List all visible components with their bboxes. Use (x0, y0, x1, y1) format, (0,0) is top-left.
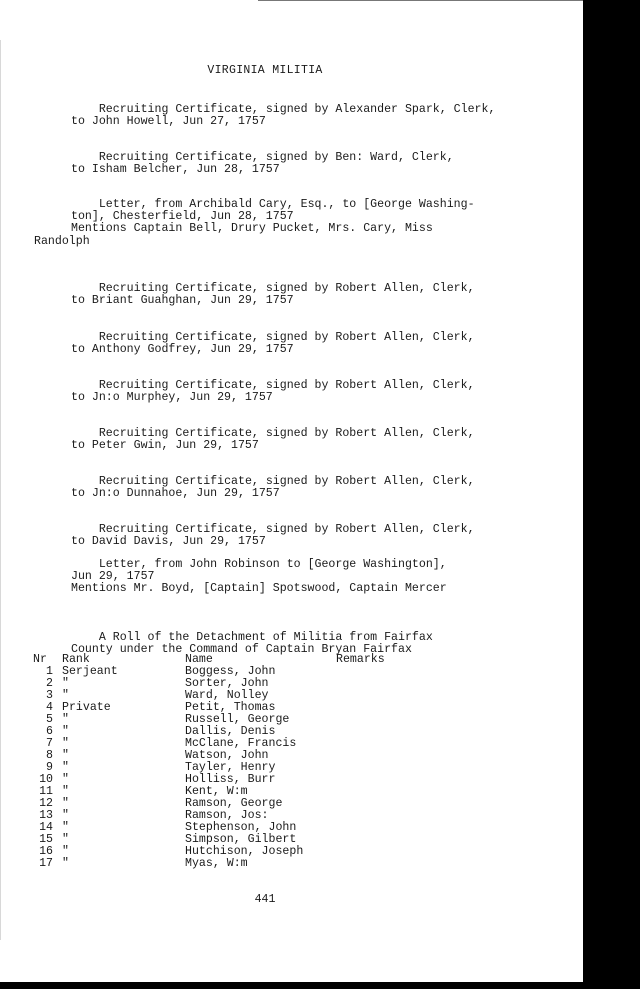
cell-rank: " (62, 677, 69, 690)
cell-name: Watson, John (185, 749, 269, 762)
entry-8: Recruiting Certificate, signed by Robert Allen, Clerk, to Jn:o Dunnahoe, Jun 29, 1757 (71, 474, 475, 500)
cell-nr: 6 (46, 725, 53, 738)
cell-nr: 7 (46, 737, 53, 750)
cell-name: Russell, George (185, 713, 290, 726)
entry-9: Recruiting Certificate, signed by Robert Allen, Clerk, to David Davis, Jun 29, 1757 (71, 522, 475, 548)
header-name: Name (185, 653, 213, 666)
cell-rank: " (62, 797, 69, 810)
cell-nr: 3 (46, 689, 53, 702)
cell-name: Myas, W:m (185, 857, 248, 870)
entry-10: Letter, from John Robinson to [George Washington], Jun 29, 1757 (71, 557, 447, 583)
scan-border-right (583, 0, 640, 989)
entry-5: Recruiting Certificate, signed by Robert Allen, Clerk, to Anthony Godfrey, Jun 29, 1757 (71, 330, 475, 356)
scan-border-bottom (0, 982, 640, 989)
cell-name: McClane, Francis (185, 737, 297, 750)
cell-rank: " (62, 761, 69, 774)
cell-remarks (336, 834, 416, 846)
cell-nr: 5 (46, 713, 53, 726)
cell-nr: 2 (46, 677, 53, 690)
mention-2: Mentions Mr. Boyd, [Captain] Spotswood, Captain Mercer (71, 582, 447, 595)
entry-4: Recruiting Certificate, signed by Robert Allen, Clerk, to Briant Guahghan, Jun 29, 1757 (71, 281, 475, 307)
cell-name: Ramson, Jos: (185, 809, 269, 822)
cell-remarks (336, 714, 416, 726)
header-remarks: Remarks (336, 653, 385, 666)
cell-nr: 9 (46, 761, 53, 774)
cell-rank: Serjeant (62, 665, 118, 678)
militia-roll-table (33, 654, 416, 870)
cell-name: Hutchison, Joseph (185, 845, 304, 858)
cell-name: Kent, W:m (185, 785, 248, 798)
cell-nr: 12 (39, 797, 53, 810)
cell-name: Ward, Nolley (185, 689, 269, 702)
cell-remarks (336, 726, 416, 738)
cell-rank: " (62, 725, 69, 738)
cell-nr: 1 (46, 665, 53, 678)
cell-name: Simpson, Gilbert (185, 833, 297, 846)
cell-name: Sorter, John (185, 677, 269, 690)
cell-name: Dallis, Denis (185, 725, 276, 738)
page-title: VIRGINIA MILITIA (207, 64, 323, 77)
cell-rank: " (62, 749, 69, 762)
cell-nr: 11 (39, 785, 53, 798)
entry-roll-heading: A Roll of the Detachment of Militia from Fairfax County under the Command of Captain Bryan Fairfax (71, 630, 433, 656)
cell-nr: 13 (39, 809, 53, 822)
header-rank: Rank (62, 653, 90, 666)
entry-3: Letter, from Archibald Cary, Esq., to [George Washing- ton], Chesterfield, Jun 28, 1757 (71, 197, 475, 223)
cell-remarks (336, 762, 416, 774)
page-number: 441 (254, 893, 276, 906)
cell-name: Boggess, John (185, 665, 276, 678)
cell-rank: " (62, 773, 69, 786)
header-nr: Nr (33, 653, 47, 666)
cell-rank: Private (62, 701, 111, 714)
cell-remarks (336, 702, 416, 714)
cell-remarks (336, 822, 416, 834)
cell-name: Petit, Thomas (185, 701, 276, 714)
entry-7: Recruiting Certificate, signed by Robert Allen, Clerk, to Peter Gwin, Jun 29, 1757 (71, 426, 475, 452)
cell-remarks (336, 750, 416, 762)
cell-remarks (336, 798, 416, 810)
cell-nr: 4 (46, 701, 53, 714)
cell-remarks (336, 666, 416, 678)
cell-rank: " (62, 857, 69, 870)
cell-remarks (336, 678, 416, 690)
cell-nr: 10 (39, 773, 53, 786)
cell-remarks (336, 690, 416, 702)
cell-nr: 14 (39, 821, 53, 834)
cell-remarks (336, 810, 416, 822)
entry-1: Recruiting Certificate, signed by Alexander Spark, Clerk, to John Howell, Jun 27, 1757 (71, 102, 496, 128)
roll-body (33, 666, 416, 870)
cell-remarks (336, 858, 416, 870)
mention-1: Mentions Captain Bell, Drury Pucket, Mrs. Cary, Miss Randolph (34, 222, 433, 248)
cell-rank: " (62, 713, 69, 726)
scan-left-edge (0, 40, 1, 940)
cell-name: Stephenson, John (185, 821, 297, 834)
cell-remarks (336, 846, 416, 858)
cell-remarks (336, 786, 416, 798)
cell-nr: 15 (39, 833, 53, 846)
cell-nr: 16 (39, 845, 53, 858)
cell-nr: 8 (46, 749, 53, 762)
cell-rank: " (62, 689, 69, 702)
entry-2: Recruiting Certificate, signed by Ben: Ward, Clerk, to Isham Belcher, Jun 28, 1757 (71, 150, 454, 176)
cell-rank: " (62, 737, 69, 750)
cell-rank: " (62, 785, 69, 798)
cell-nr: 17 (39, 857, 53, 870)
cell-remarks (336, 774, 416, 786)
cell-rank: " (62, 833, 69, 846)
cell-remarks (336, 738, 416, 750)
entry-6: Recruiting Certificate, signed by Robert Allen, Clerk, to Jn:o Murphey, Jun 29, 1757 (71, 378, 475, 404)
scan-top-edge (258, 0, 583, 1)
cell-name: Tayler, Henry (185, 761, 276, 774)
cell-name: Holliss, Burr (185, 773, 276, 786)
cell-rank: " (62, 821, 69, 834)
cell-rank: " (62, 845, 69, 858)
table-row (33, 858, 416, 870)
cell-name: Ramson, George (185, 797, 283, 810)
cell-rank: " (62, 809, 69, 822)
